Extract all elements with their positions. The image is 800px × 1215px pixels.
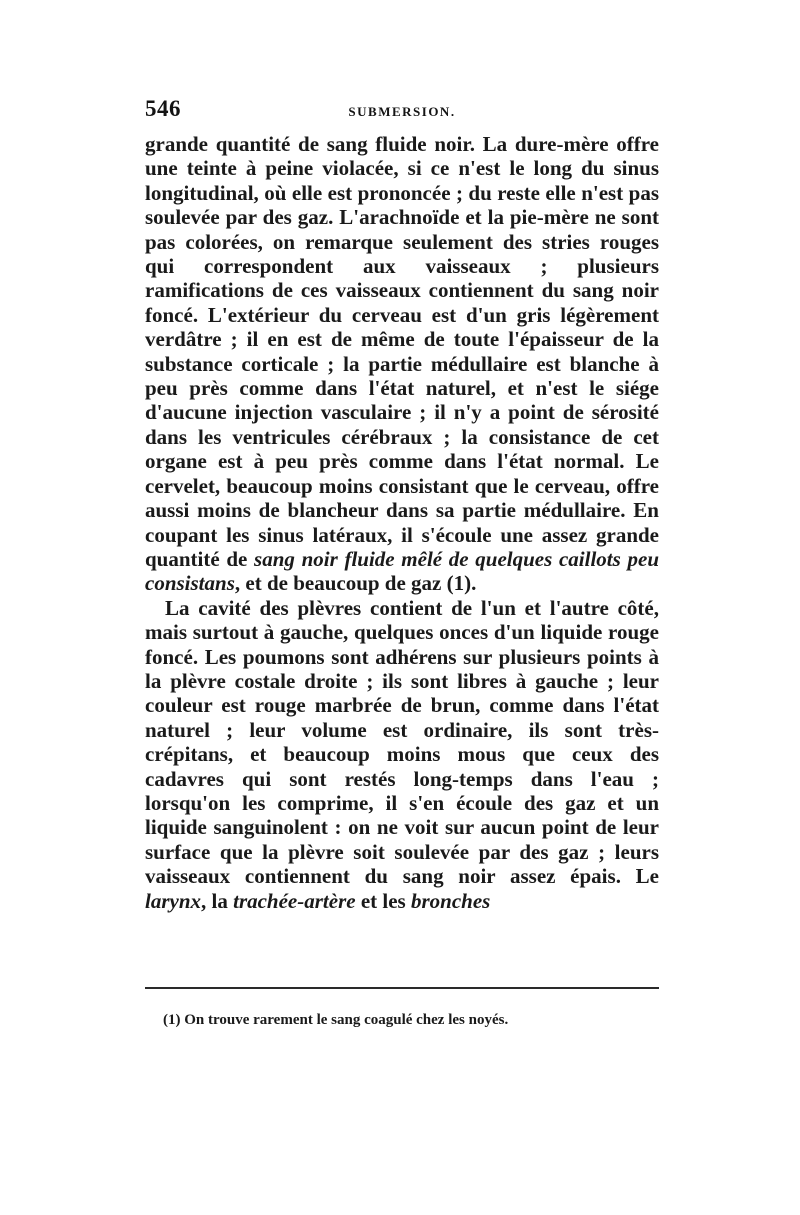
italic-term: bronches xyxy=(410,888,491,913)
italic-phrase: sang noir fluide mêlé de quelques caillots peu consistans xyxy=(145,546,659,596)
page-number: 546 xyxy=(145,96,181,121)
paragraph-text: , la xyxy=(201,888,234,913)
italic-term: larynx xyxy=(145,888,202,913)
paragraph-text: La cavité des plèvres contient de l'un et l'autre côté, mais surtout à gauche, quelques onces d'un liquide rouge foncé. Les poumons sont adhérens sur plusieurs points à la plèvre costale droite ; ils sont libres à gauche ; leur couleur est rouge marbrée de brun, comme dans l'état naturel ; leur volume est ordinaire, ils sont très-crépitans, et beaucoup moins mous que ceux des cadavres qui sont restés long-temps dans l'eau ; lorsqu'on les comprime, il s'en écoule des gaz et un liquide sanguinolent : on ne voit sur aucun point de leur surface que la plèvre soit soulevée par des gaz ; leurs vaisseaux contiennent du sang noir assez épais. Le xyxy=(145,595,659,889)
paragraph xyxy=(145,132,659,596)
paragraph-text: , et de beaucoup de gaz (1). xyxy=(234,571,477,596)
page-header xyxy=(145,96,659,126)
footnote-rule xyxy=(145,987,659,989)
paragraph xyxy=(145,596,659,913)
running-title: SUBMERSION. xyxy=(348,104,456,119)
paragraph-text: grande quantité de sang fluide noir. La dure-mère offre une teinte à peine violacée, si ce n'est le long du sinus longitudinal, où elle est prononcée ; du reste elle n'est pas soulevée par des gaz. L'arachnoïde et la pie-mère ne sont pas colorées, on remarque seulement des stries rouges qui correspondent aux vaisseaux ; plusieurs ramifications de ces vaisseaux contiennent du sang noir foncé. L'extérieur du cerveau est d'un gris légèrement verdâtre ; il en est de même de toute l'épaisseur de la substance corticale ; la partie médullaire est blanche à peu près comme dans l'état naturel, et n'est le siége d'aucune injection vasculaire ; il n'y a point de sérosité dans les ventricules cérébraux ; la consistance de cet organe est à peu près comme dans l'état normal. Le cervelet, beaucoup moins consistant que le cerveau, offre aussi moins de blancheur dans sa partie médullaire. En coupant les sinus latéraux, il s'écoule une assez grande quantité de xyxy=(145,132,659,571)
footnote: (1) On trouve rarement le sang coagulé chez les noyés. xyxy=(163,1012,509,1028)
paragraph-text: et les xyxy=(355,888,411,913)
body-text xyxy=(145,132,659,913)
italic-term: trachée-artère xyxy=(233,888,356,913)
